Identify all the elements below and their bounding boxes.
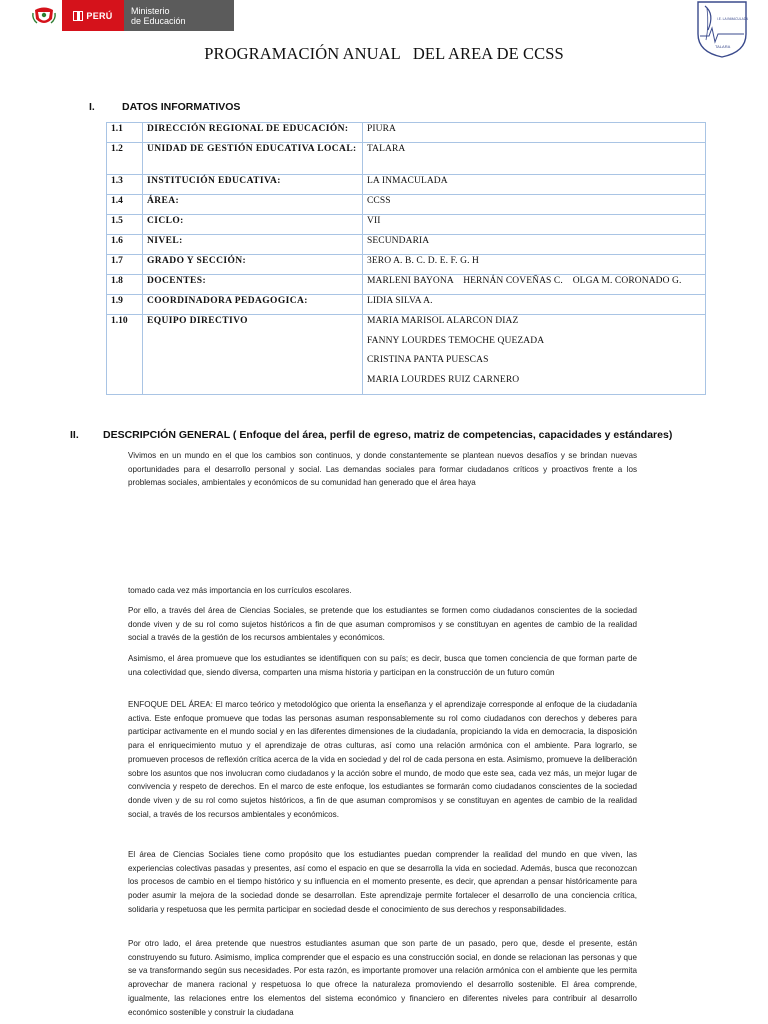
row-field: DIRECCIÓN REGIONAL DE EDUCACIÓN: bbox=[143, 123, 363, 143]
table-row bbox=[107, 275, 706, 295]
row-field: DOCENTES: bbox=[143, 275, 363, 295]
table-row bbox=[107, 315, 706, 395]
row-value: TALARA bbox=[363, 143, 706, 175]
row-field: NIVEL: bbox=[143, 235, 363, 255]
minedu-logo bbox=[26, 0, 234, 31]
paragraph-identity: Asimismo, el área promueve que los estudiantes se identifiquen con su país; es decir, busca que tomen conciencia de que forman parte de una colectividad que, siendo diversa, comparten una misma historia y participan en la construcción de un futuro común bbox=[128, 654, 637, 677]
row-field: ÁREA: bbox=[143, 195, 363, 215]
table-row bbox=[107, 255, 706, 275]
row-field: GRADO Y SECCIÓN: bbox=[143, 255, 363, 275]
row-number: 1.10 bbox=[107, 315, 143, 395]
paragraph-purpose: Por ello, a través del área de Ciencias Sociales, se pretende que los estudiantes se formen como ciudadanos conscientes de la sociedad donde viven y de su rol como sujetos históricos a fin de que asuman compromisos y se constituyan en agentes de cambio de la realidad social a través de la gestión de los recursos ambientales y económicos. bbox=[128, 606, 637, 643]
row-field: EQUIPO DIRECTIVO bbox=[143, 315, 363, 395]
row-number: 1.6 bbox=[107, 235, 143, 255]
paragraph-intro: Vivimos en un mundo en el que los cambios son continuos, y donde constantemente se plantean nuevos desafíos y se brindan nuevas oportunidades para el desarrollo personal y social. Las demandas sociales para formar ciudadanos críticos y proactivos frente a los problemas sociales, ambientales y económicos de su comunidad han generado que el área haya bbox=[128, 451, 637, 488]
table-row bbox=[107, 143, 706, 175]
section-1-heading: DATOS INFORMATIVOS bbox=[122, 101, 241, 113]
row-value: MARLENI BAYONA HERNÁN COVEÑAS C. OLGA M. CORONADO G. bbox=[363, 275, 706, 295]
row-number: 1.5 bbox=[107, 215, 143, 235]
section-2-heading: DESCRIPCIÓN GENERAL ( Enfoque del área, perfil de egreso, matriz de competencias, capacidades y estándares) bbox=[103, 429, 673, 441]
paragraph-enfoque: ENFOQUE DEL ÁREA: El marco teórico y metodológico que orienta la enseñanza y el aprendizaje corresponde al enfoque de la ciudadanía activa. Este enfoque promueve que todas las personas asuman responsablemente su rol como ciudadanos con derechos y deberes para participar activamente en el mundo social y en las diferentes dimensiones de la ciudadanía, propiciando la vida en democracia, la disposición para el enriquecimiento mutuo y el aprendizaje de otras culturas, así como una relación armónica con el ambiente. Para lograrlo, se promueven procesos de reflexión crítica acerca de la vida en sociedad y del rol de cada persona en esta. Asimismo, promueve la deliberación sobre los asuntos que nos involucran como ciudadanos y la acción sobre el mundo, de modo que este sea, cada vez más, un mejor lugar de convivencia y respeto de derechos. En el marco de este enfoque, los estudiantes se formarán como ciudadanos conscientes de la sociedad donde viven y de su rol como sujetos históricos, a fin de que asuman compromisos y se constituyan en agentes de cambio de la realidad social, a través de los recursos ambientales y económicos. bbox=[128, 700, 637, 819]
directive-member: FANNY LOURDES TEMOCHE QUEZADA bbox=[367, 335, 545, 346]
row-value: VII bbox=[363, 215, 706, 235]
row-value: CCSS bbox=[363, 195, 706, 215]
row-value: LA INMACULADA bbox=[363, 175, 706, 195]
row-number: 1.7 bbox=[107, 255, 143, 275]
directive-member: MARIA MARISOL ALARCON DIAZ bbox=[367, 316, 519, 326]
school-logo-text: I.E. LA INMACULADA bbox=[717, 17, 749, 21]
ministry-line-2: de Educación bbox=[131, 16, 186, 26]
info-table bbox=[106, 122, 706, 395]
row-value: LIDIA SILVA A. bbox=[363, 295, 706, 315]
row-value: PIURA bbox=[363, 123, 706, 143]
table-row bbox=[107, 215, 706, 235]
directive-member: MARIA LOURDES RUIZ CARNERO bbox=[367, 374, 520, 385]
table-row bbox=[107, 295, 706, 315]
table-row bbox=[107, 175, 706, 195]
table-row bbox=[107, 195, 706, 215]
row-value: 3ERO A. B. C. D. E. F. G. H bbox=[363, 255, 706, 275]
table-row bbox=[107, 235, 706, 255]
section-2-number: II. bbox=[70, 429, 79, 441]
country-name: PERÚ bbox=[86, 10, 113, 21]
row-number: 1.3 bbox=[107, 175, 143, 195]
ministry-line-1: Ministerio bbox=[131, 6, 170, 16]
row-field: COORDINADORA PEDAGOGICA: bbox=[143, 295, 363, 315]
row-number: 1.1 bbox=[107, 123, 143, 143]
paragraph-pasado: Por otro lado, el área pretende que nuestros estudiantes asuman que son parte de un pasado, pero que, desde el presente, están construyendo su futuro. Asimismo, implica comprender que el espacio es una construcción social, en donde se relacionan las personas y que se va transformando según sus necesidades. Por esta razón, es importante promover una relación armónica con el ambiente que les permita aprovechar de manera racional y respetuosa lo que ofrece la naturaleza promoviendo el desarrollo sostenible. El área comprende, igualmente, las relaciones entre los elementos del sistema económico y financiero en diferentes niveles para contribuir al desarrollo económico sostenible y construir la ciudadana bbox=[128, 939, 637, 1017]
row-number: 1.9 bbox=[107, 295, 143, 315]
document-title: PROGRAMACIÓN ANUAL DEL AREA DE CCSS bbox=[204, 44, 564, 63]
peru-label bbox=[62, 0, 124, 31]
row-number: 1.4 bbox=[107, 195, 143, 215]
peru-shield-icon bbox=[26, 0, 62, 31]
section-1-number: I. bbox=[89, 101, 95, 113]
table-row bbox=[107, 123, 706, 143]
row-field: UNIDAD DE GESTIÓN EDUCATIVA LOCAL: bbox=[143, 143, 363, 175]
row-field: INSTITUCIÓN EDUCATIVA: bbox=[143, 175, 363, 195]
paragraph-proposito: El área de Ciencias Sociales tiene como propósito que los estudiantes puedan comprender la realidad del mundo en que viven, las experiencias colectivas pasadas y presentes, así como el espacio en que se desarrolla la vida en sociedad. Además, busca que reconozcan los procesos de cambio en el tiempo histórico y su influencia en el momento presente, es decir, que aprendan a pensar históricamente para poder asumir la mejora de la sociedad donde se desarrollan. Este aprendizaje permite fortalecer el desarrollo de una conciencia crítica, solidaria y respetuosa que les permita participar en sociedad desde el conocimiento de sus derechos y responsabilidades. bbox=[128, 850, 637, 914]
directive-member: CRISTINA PANTA PUESCAS bbox=[367, 355, 489, 366]
row-value: SECUNDARIA bbox=[363, 235, 706, 255]
peru-flag-icon bbox=[73, 11, 83, 21]
row-number: 1.2 bbox=[107, 143, 143, 175]
school-logo-city: TALARA bbox=[715, 44, 731, 49]
row-values bbox=[363, 315, 706, 395]
row-field: CICLO: bbox=[143, 215, 363, 235]
row-number: 1.8 bbox=[107, 275, 143, 295]
ministry-label bbox=[124, 0, 234, 31]
paragraph-intro-end: tomado cada vez más importancia en los currículos escolares. bbox=[128, 586, 352, 595]
